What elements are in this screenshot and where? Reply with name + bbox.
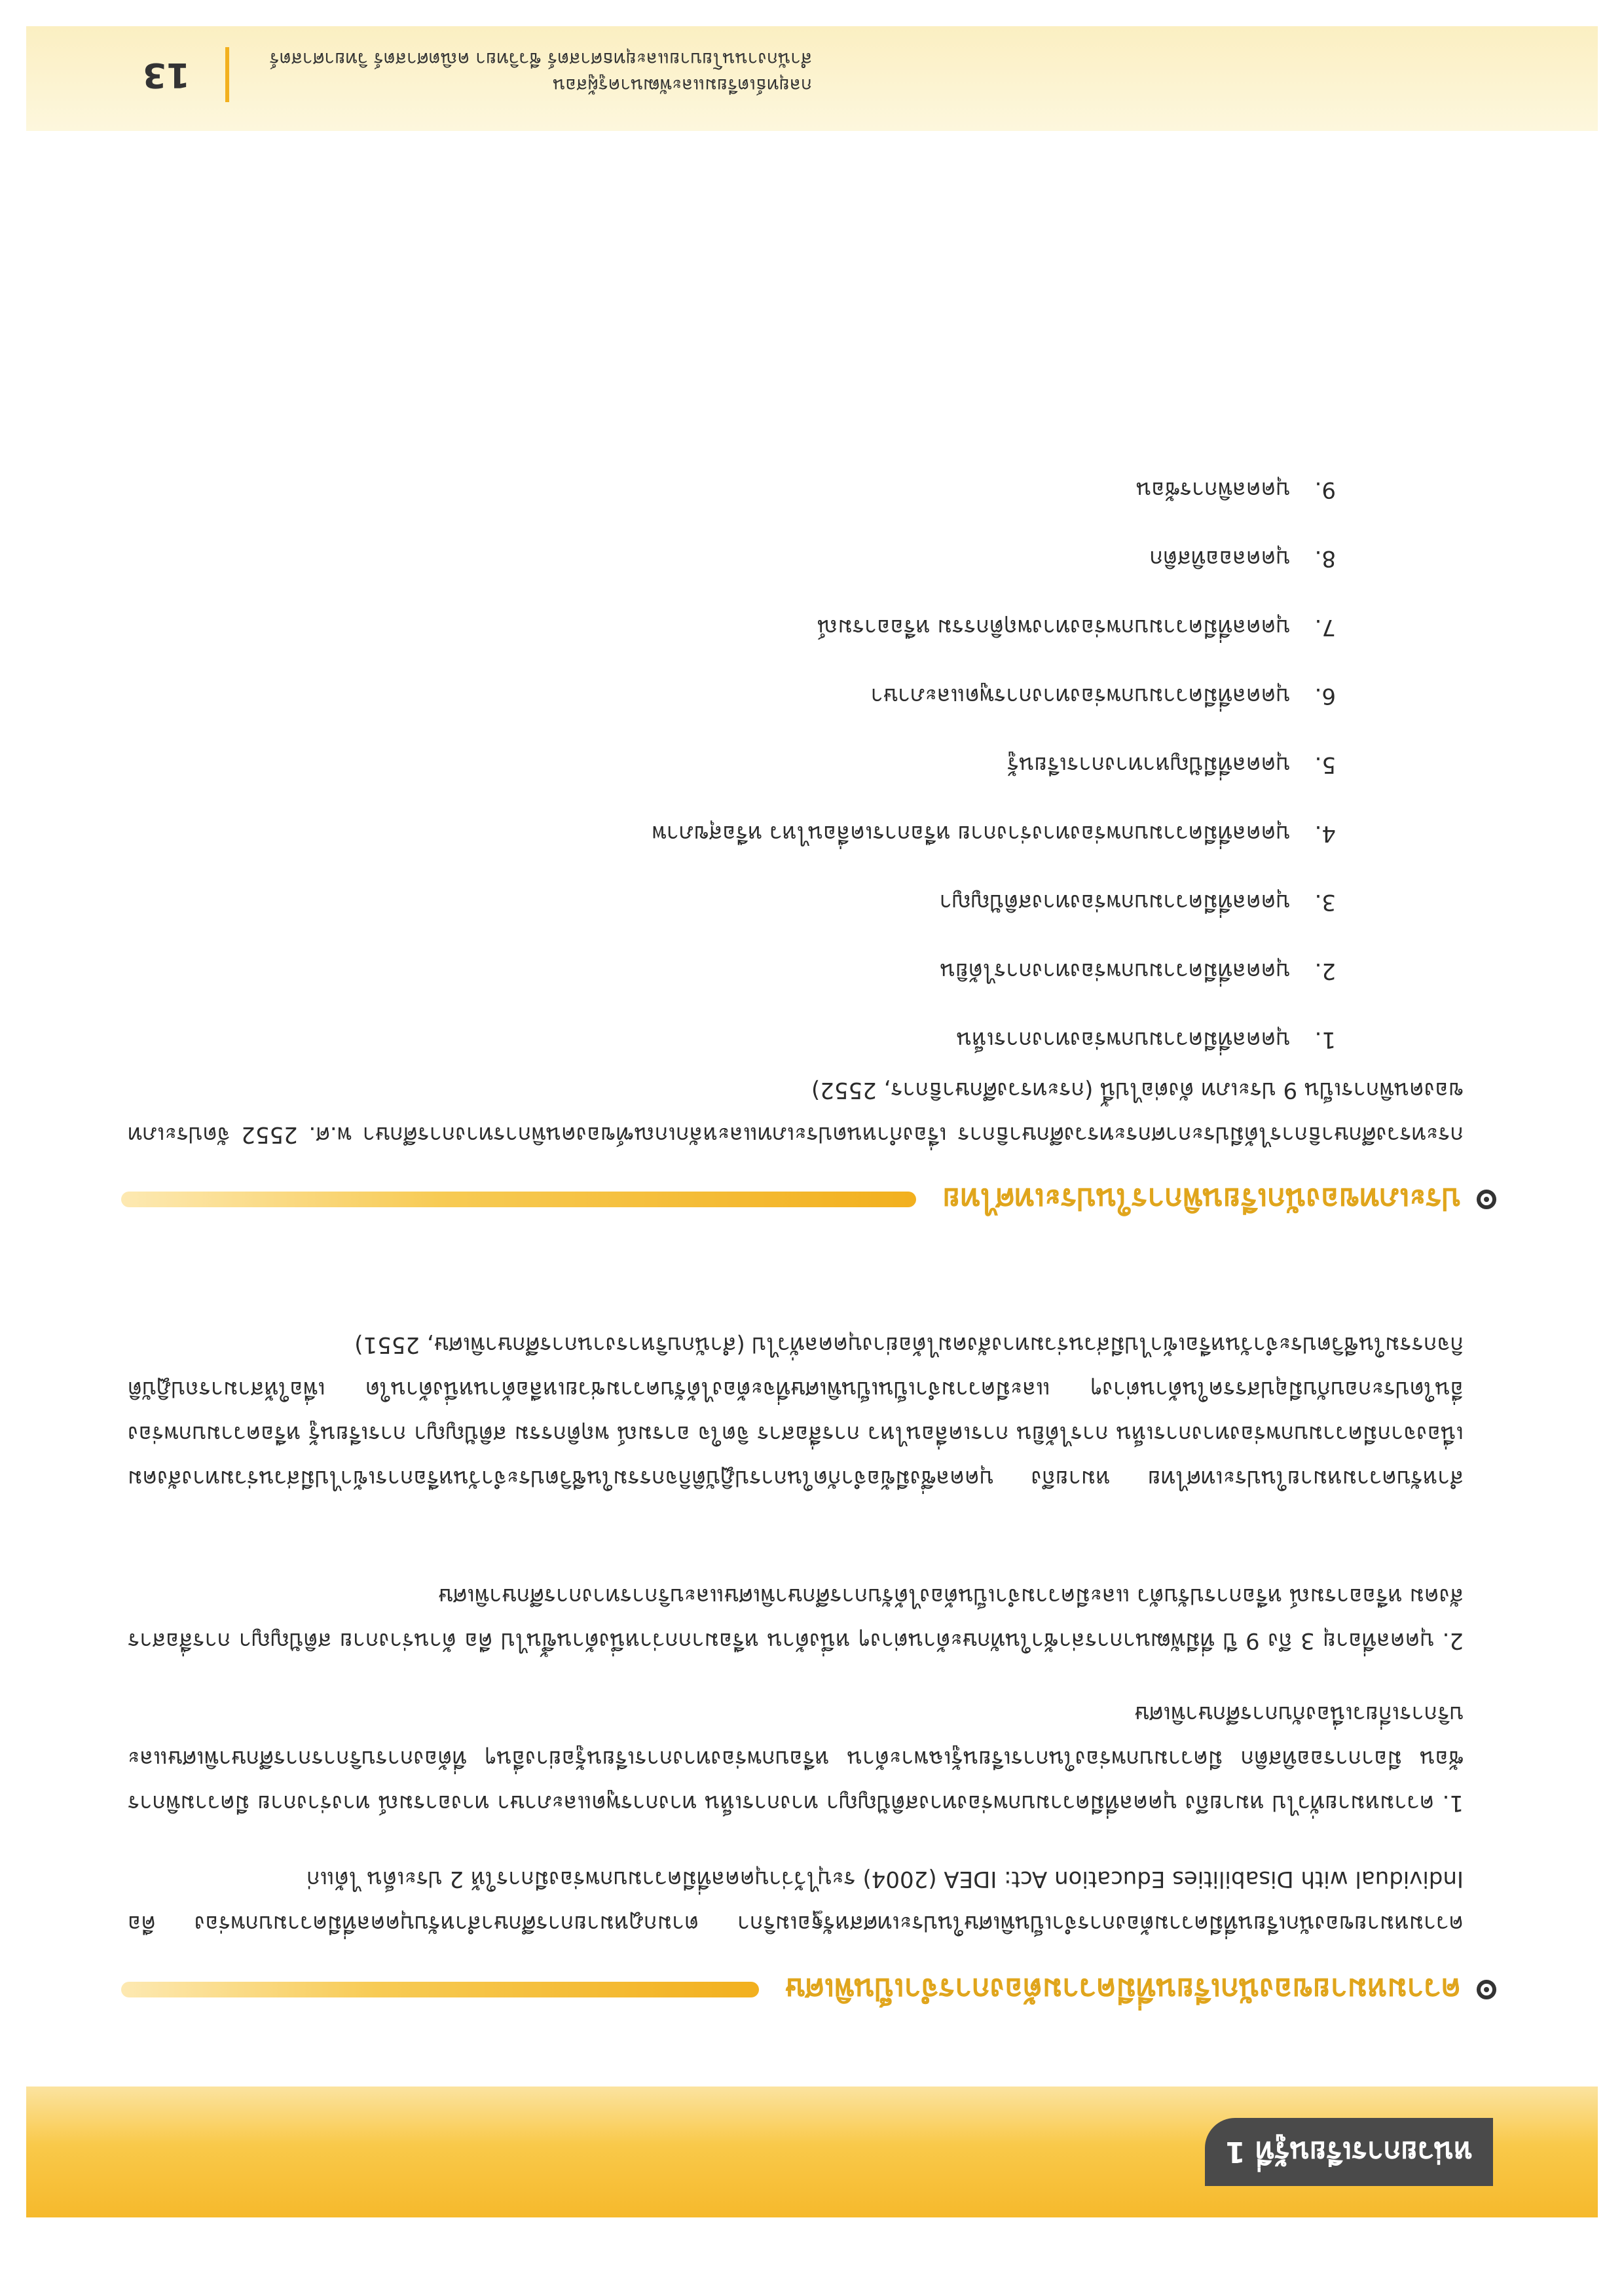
list-item: 8.บุคคลออทิสติก [1149, 545, 1336, 572]
page-number: 13 [142, 55, 190, 94]
section-heading-types [121, 1176, 1496, 1222]
list-item: 4.บุคคลที่มีความบกพร่องทางร่างกาย หรือการเคลื่อนไหว หรือสุขภาพ [652, 820, 1336, 847]
paragraph: ความหมายของนักเรียนที่มีความต้องการจำเป็นพิเศษในประเทศสหรัฐอเมริกา ตามกฎหมายการศึกษาสำหรับบุคคลที่มีความบกพร่อง คือ Individual with Disabilities Education Act: IDEA (2004) ระบุไว้ว่าบุคคลที่มีความบกพร่องมีการให้ 2 ประเด็น ได้แก่ [128, 1866, 1464, 1937]
bullet-icon [1477, 1980, 1496, 1999]
footer-line: สำนักงานนโยบายและยุทธศาสตร์ ชีววิทยา คณิตศาสตร์ วิทยาศาสตร์ [269, 48, 812, 70]
section-heading-definition [121, 1967, 1496, 2013]
bullet-icon [1477, 1190, 1496, 1209]
section-title: ความหมายของนักเรียนที่มีความต้องการจำเป็นพิเศษ [784, 1972, 1461, 2008]
footer-line: กลยุทธ์เตรียมและพัฒนาครูผู้สอน [553, 75, 812, 96]
list-item: 6.บุคคลที่มีความบกพร่องทางการพูดและภาษา [870, 683, 1336, 709]
paragraph: สำหรับความหมายในประเทศไทย หมายถึง บุคคลซึ่งมีข้อจำกัดในการปฏิบัติกิจกรรมในชีวิตประจำวันหรือการเข้าไปมีส่วนร่วมทางสังคม เนื่องจากมีความบกพร่องทางการเห็น การได้ยิน การเคลื่อนไหว การสื่อสาร จิตใจ อารมณ์ พฤติกรรม สติปัญญา การเรียนรู้ หรือความบกพร่องอื่นใดประกอบกับมีอุปสรรคในด้านต่างๆ และมีความจำเป็นเป็นพิเศษที่จะต้องได้รับความช่วยเหลือด้านหนึ่งด้านใด เพื่อให้สามารถปฏิบัติกิจกรรมในชีวิตประจำวันหรือเข้าไปมีส่วนร่วมทางสังคมได้อย่างบุคคลทั่วไป (สำนักบริหารงานการศึกษาพิเศษ, 2551) [128, 1332, 1464, 1491]
heading-bar [121, 1982, 759, 1997]
paragraph: 1. ความหมายทั่วไป หมายถึง บุคคลที่มีความบกพร่องทางสติปัญญา ทางการเห็น ทางการพูดและภาษา ทางอารมณ์ ทางร่างกาย มีความพิการซ้อน มีอาการออทิสติก มีความบกพร่องในการเรียนรู้เฉพาะด้าน หรือบกพร่องทางการเรียนรู้อย่างอื่นๆ ที่ต้องการบริการการศึกษาพิเศษและบริการเกี่ยวเนื่องกับการศึกษาพิเศษ [128, 1701, 1464, 1816]
paragraph: 2. บุคคลที่อายุ 3 ถึง 9 ปี ที่มีพัฒนาการล่าช้าในทักษะด้านต่างๆ หนึ่งด้าน หรือมากกว่าหนึ่งด้านขึ้นไป คือ ด้านร่างกาย สติปัญญา การสื่อสาร สังคม หรืออารมณ์ หรือการปรับตัว และมีความจำเป็นต้องได้รับการศึกษาพิเศษและบริการทางการศึกษาพิเศษ [128, 1583, 1464, 1654]
footer-separator [225, 47, 229, 102]
paragraph: กระทรวงศึกษาธิการได้มีประกาศกระทรวงศึกษาธิการ เรื่องกำหนดประเภทและหลักเกณฑ์ของคนพิการทางการศึกษา พ.ศ. 2552 จัดประเภทของคนพิการเป็น 9 ประเภท ดังต่อไปนี้ (กระทรวงศึกษาธิการ, 2552) [128, 1077, 1464, 1148]
list-item: 3.บุคคลที่มีความบกพร่องทางสติปัญญา [939, 889, 1336, 915]
heading-bar [121, 1192, 916, 1207]
list-item: 9.บุคคลพิการซ้อน [1136, 477, 1336, 503]
list-item: 2.บุคคลที่มีความบกพร่องทางการได้ยิน [940, 958, 1336, 984]
list-item: 1.บุคคลที่มีความบกพร่องทางการเห็น [956, 1027, 1336, 1053]
list-item: 7.บุคคลที่มีความบกพร่องทางพฤติกรรม หรืออารมณ์ [817, 614, 1336, 640]
footer-text [236, 46, 812, 98]
list-item: 5.บุคคลที่มีปัญหาทางการเรียนรู้ [1006, 752, 1336, 778]
unit-tab: หน่วยการเรียนรู้ที่ 1 [1205, 2118, 1493, 2186]
section-title: ประเภทของนักเรียนพิการในประเทศไทย [942, 1182, 1461, 1218]
